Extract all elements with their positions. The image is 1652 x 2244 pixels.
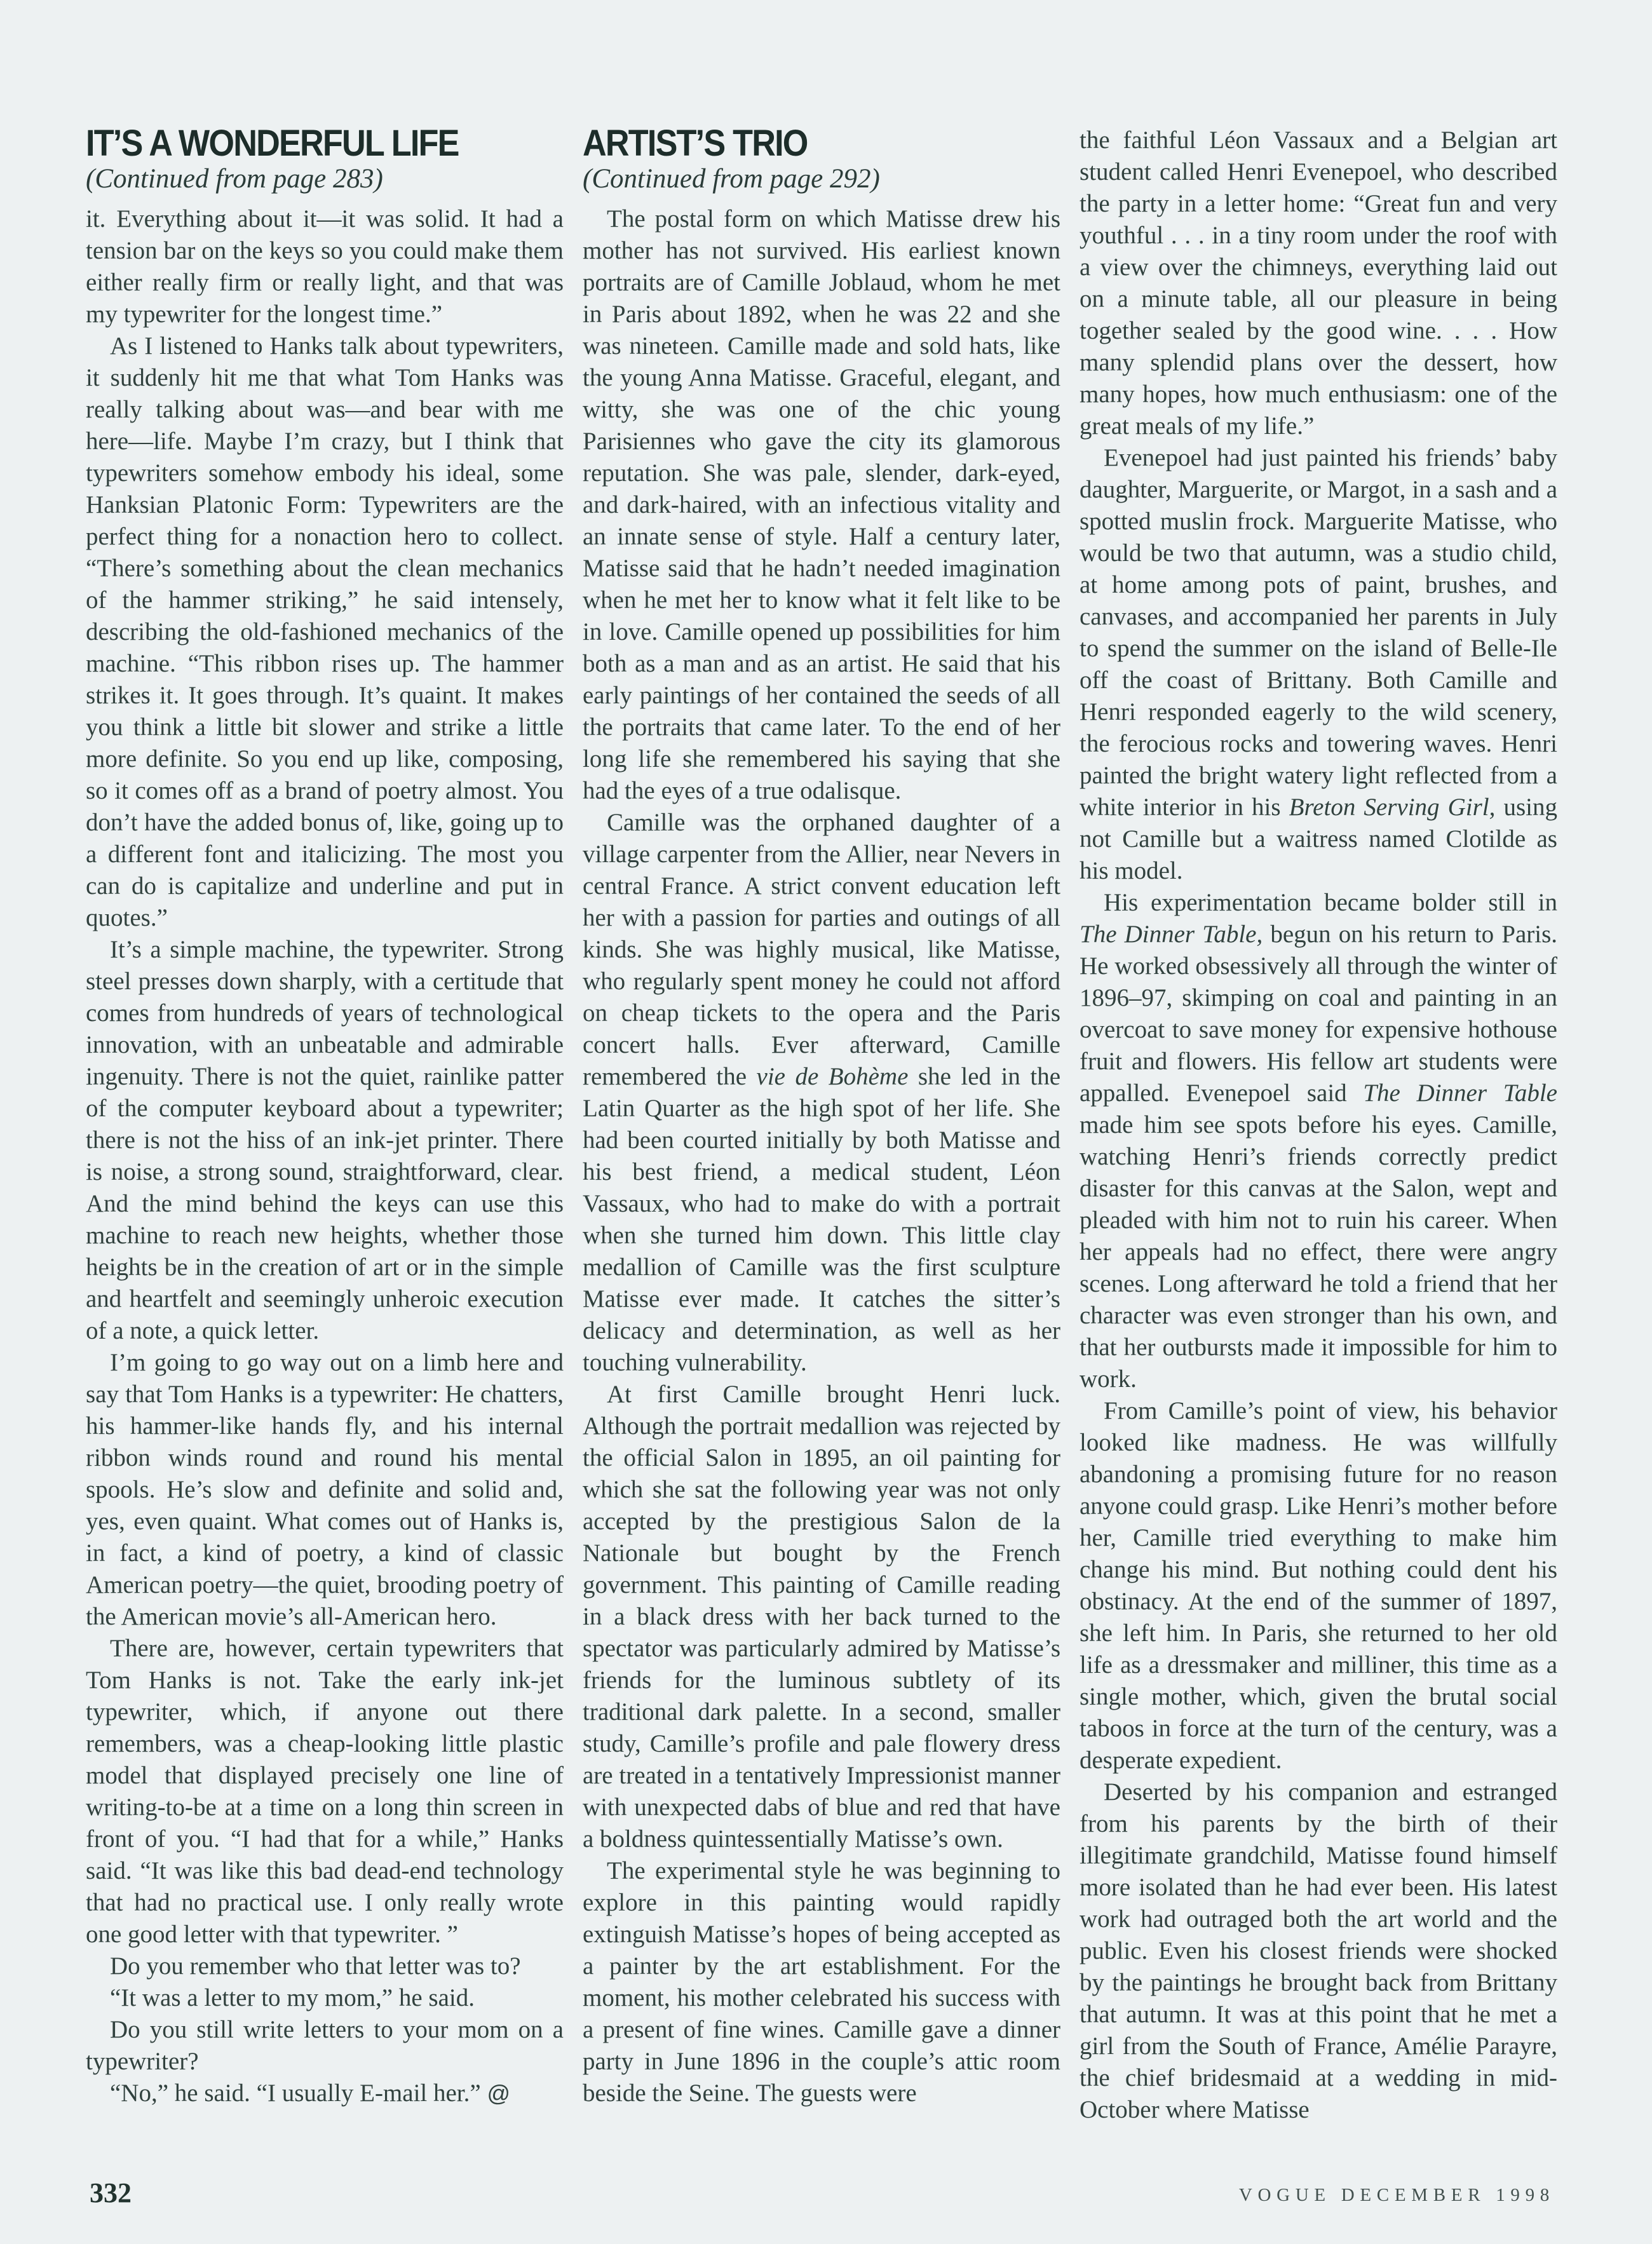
paragraph: Do you remember who that letter was to? [110,1952,521,1980]
paragraph: the faithful Léon Vassaux and a Belgian art student called Henri Evenepoel, who described the party in a letter home: “Great fun and very youthful . . . in a tiny room under the roof with a view over the chimneys, everything laid out on a minute table, all our pleasure in being together sealed by the good wine. . . . How many splendid plans over the dessert, how many hopes, how much enthusiasm: one of the great meals of my life.” [1080,126,1557,440]
paragraph: Do you still write letters to your mom on a typewriter? [86,2016,564,2075]
article-body-column-3 [1080,125,1557,2126]
paragraph: Evenepoel had just painted his friends’ baby daughter, Marguerite, or Margot, in a sash and a spotted muslin frock. Marguerite Matisse, who would be two that autumn, was a studio child, at home among pots of paint, brushes, and canvases, and accompanied her parents in July to spend the summer on the island of Belle-Ile off the coast of Brittany. Both Camille and Henri responded eagerly to the wild scenery, the ferocious rocks and towering waves. Henri painted the bright watery light reflected from a white interior in his Breton Serving Girl, using not Camille but a waitress named Clotilde as his model. [1080,444,1557,884]
paragraph: At first Camille brought Henri luck. Although the portrait medallion was rejected by the official Salon in 1895, an oil painting for which she sat the following year was not only accepted by the prestigious Salon de la Nationale but bought by the French government. This painting of Camille reading in a black dress with her back turned to the spectator was particularly admired by Matisse’s friends for the luminous subtlety of its traditional dark palette. In a second, smaller study, Camille’s profile and pale flowery dress are treated in a tentatively Impressionist manner with unexpected dabs of blue and red that have a boldness quintessentially Matisse’s own. [583,1381,1060,1853]
paragraph: His experimentation became bolder still in The Dinner Table, begun on his return to Paris. He worked obsessively all through the winter of 1896–97, skimping on coal and painting in an overcoat to save money for expensive hothouse fruit and flowers. His fellow art students were appalled. Evenepoel said The Dinner Table made him see spots before his eyes. Camille, watching Henri’s friends correctly predict disaster for this canvas at the Salon, wept and pleaded with him not to ruin his career. When her appeals had no effect, there were angry scenes. Long afterward he told a friend that her character was even stronger than his own, and that her outbursts made it impossible for him to work. [1080,889,1558,1393]
page-number: 332 [90,2177,132,2208]
article-artists-trio [583,125,1060,2109]
article-title-wonderful-life: IT’S A WONDERFUL LIFE [86,123,459,164]
paragraph: From Camille’s point of view, his behavior looked like madness. He was willfully abandoning a promising future for no reason anyone could grasp. Like Henri’s mother before her, Camille tried everything to make him change his mind. But nothing could dent his obstinacy. At the end of the summer of 1897, she left him. In Paris, she returned to her old life as a dressmaker and milliner, this time as a single mother, which, given the brutal social taboos in force at the turn of the century, was a desperate expedient. [1080,1397,1557,1774]
paragraph: It’s a simple machine, the typewriter. Strong steel presses down sharply, with a certitude that comes from hundreds of years of technological innovation, with an unbeatable and admirable ingenuity. There is not the quiet, rainlike patter of the computer keyboard about a typewriter; there is not the hiss of an ink-jet printer. There is noise, a strong sound, straightforward, clear. And the mind behind the keys can use this machine to reach new heights, whether those heights be in the creation of art or in the simple and heartfelt and seemingly unheroic execution of a note, a quick letter. [86,936,564,1344]
paragraph: The experimental style he was beginning to explore in this painting would rapidly extinguish Matisse’s hopes of being accepted as a painter by the art establishment. For the moment, his mother celebrated his success with a present of fine wines. Camille gave a dinner party in June 1896 in the couple’s attic room beside the Seine. The guests were [583,1857,1060,2107]
paragraph: The postal form on which Matisse drew his mother has not survived. His earliest known portraits are of Camille Joblaud, whom he met in Paris about 1892, when he was 22 and she was nineteen. Camille made and sold hats, like the young Anna Matisse. Graceful, elegant, and witty, she was one of the chic young Parisiennes who gave the city its glamorous reputation. She was pale, slender, dark-eyed, and dark-haired, with an infectious vitality and an innate sense of style. Half a century later, Matisse said that he hadn’t needed imagination when he met her to know what it felt like to be in love. Camille opened up possibilities for him both as a man and as an artist. He said that his early paintings of her contained the seeds of all the portraits that came later. To the end of her long life she remembered his saying that she had the eyes of a true odalisque. [583,205,1060,804]
article-body-column-1 [86,203,564,2109]
continued-from-note: (Continued from page 283) [86,164,383,194]
article-wonderful-life [86,125,564,2109]
paragraph: it. Everything about it—it was solid. It had a tension bar on the keys so you could make them either really firm or really light, and that was my typewriter for the longest time.” [86,205,564,328]
magazine-credit: VOGUE DECEMBER 1998 [1238,2185,1555,2205]
paragraph: Deserted by his companion and estranged from his parents by the birth of their illegitimate grandchild, Matisse found himself more isolated than he had ever been. His latest work had outraged both the art world and the public. Even his closest friends were shocked by the paintings he brought back from Brittany that autumn. It was at this point that he met a girl from the South of France, Amélie Parayre, the chief bridesmaid at a wedding in mid-October where Matisse [1080,1778,1557,2123]
paragraph: I’m going to go way out on a limb here and say that Tom Hanks is a typewriter: He chatters, his hammer-like hands fly, and his internal ribbon winds round and round his mental spools. He’s slow and definite and solid and, yes, even quaint. What comes out of Hanks is, in fact, a kind of poetry, a kind of classic American poetry—the quiet, brooding poetry of the American movie’s all-American hero. [86,1349,564,1630]
article-title-artists-trio: ARTIST’S TRIO [583,123,808,164]
article-body-column-2 [583,203,1060,2109]
paragraph: “No,” he said. “I usually E-mail her.” @ [110,2079,511,2107]
paragraph: As I listened to Hanks talk about typewriters, it suddenly hit me that what Tom Hanks was really talking about was—and bear with me here—life. Maybe I’m crazy, but I think that typewriters somehow embody his ideal, some Hanksian Platonic Form: Typewriters are the perfect thing for a nonaction hero to collect. “There’s something about the clean mechanics of the hammer striking,” he said intensely, describing the old-fashioned mechanics of the machine. “This ribbon rises up. The hammer strikes it. It goes through. It’s quaint. It makes you think a little bit slower and strike a little more definite. So you end up like, composing, so it comes off as a brand of poetry almost. You don’t have the added bonus of, like, going up to a different font and italicizing. The most you can do is capitalize and underline and put in quotes.” [86,332,564,931]
paragraph: “It was a letter to my mom,” he said. [110,1984,475,2011]
paragraph: There are, however, certain typewriters that Tom Hanks is not. Take the early ink-jet typewriter, which, if anyone out there remembers, was a cheap-looking little plastic model that displayed precisely one line of writing-to-be at a time on a long thin screen in front of you. “I had that for a while,” Hanks said. “It was like this bad dead-end technology that had no practical use. I only really wrote one good letter with that typewriter. ” [86,1635,564,1948]
article-artists-trio-continuation [1080,125,1557,2126]
end-of-article-mark: @ [487,2080,511,2106]
continued-from-note: (Continued from page 292) [583,164,880,194]
paragraph: Camille was the orphaned daughter of a village carpenter from the Allier, near Nevers in central France. A strict convent education left her with a passion for parties and outings of all kinds. She was highly musical, like Matisse, who regularly spent money he could not afford on cheap tickets to the opera and the Paris concert halls. Ever afterward, Camille remembered the vie de Bohème she led in the Latin Quarter as the high spot of her life. She had been courted initially by both Matisse and his best friend, a medical student, Léon Vassaux, who had to make do with a portrait when she turned him down. This little clay medallion of Camille was the first sculpture Matisse ever made. It catches the sitter’s delicacy and determination, as well as her touching vulnerability. [583,809,1061,1376]
